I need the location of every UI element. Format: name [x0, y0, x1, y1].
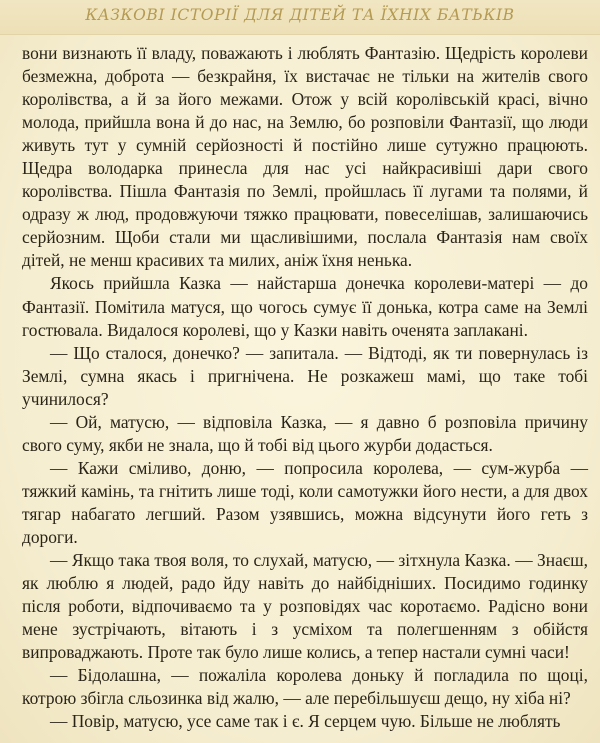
paragraph: — Якщо така твоя воля, то слухай, матусю, — зітхнула Казка. — Знаєш, як люблю я людей, радо йду навіть до найбідніших. Посидимо годинку після роботи, відпочиваємо та у розповідях час коротаємо. Радісно вони мене зустрічають, вітають і з усміхом та полегшенням з обійстя випроваджають. Проте так було лише колись, а тепер настали сумні часи!	[22, 550, 588, 663]
paragraph: вони визнають її владу, поважають і люблять Фантазію. Щедрість королеви безмежна, доброта — безкрайня, їх вистачає не тільки на жителів свого королівства, а й за його межами. Отож у всій королівській красі, вічно молода, прийшла вона й до нас, на Землю, бо розповіли Фантазії, що люди живуть тут у сумній серйозності й постійно лише сутужно працюють. Щедра володарка принесла для нас усі найкрасивіші дари свого королівства. Пішла Фантазія по Землі, пройшлась її лугами та полями, й одразу ж люд, продовжуючи тяжко працювати, повеселішав, залишаючись серйозним. Щоби стали ми щасливішими, послала Фантазія нам своїх дітей, не менш красивих та милих, аніж їхня ненька.	[22, 43, 588, 271]
running-title: КАЗКОВІ ІСТОРІЇ ДЛЯ ДІТЕЙ ТА ЇХНІХ БАТЬКІВ	[85, 6, 515, 24]
paragraph: — Що сталося, донечко? — запитала. — Відтоді, як ти повернулась із Землі, сумна якась і пригнічена. Не розкажеш мамі, що таке тобі учинилося?	[22, 342, 588, 409]
paragraph: — Кажи сміливо, доню, — попросила королева, — сум-журба — тяжкий камінь, та гнітить лише тоді, коли самотужки його нести, а для двох тягар набагато легший. Разом узявшись, можна відсунути його геть з дороги.	[22, 457, 588, 547]
paragraph: — Бідолашна, — пожаліла королева доньку й погладила по щоці, котрою збігла сльозинка від жалю, — але перебільшуєш дещо, ну хіба ні?	[22, 665, 588, 709]
paragraph: Якось прийшла Казка — найстарша донечка королеви-матері — до Фантазії. Помітила матуся, що чогось сумує її донька, котра саме на Землі гостювала. Видалося королеві, що у Казки навіть оченята заплакані.	[22, 273, 588, 340]
story-text	[22, 42, 588, 733]
paragraph: — Повір, матусю, усе саме так і є. Я серцем чую. Більше не люблять	[50, 711, 561, 732]
running-header	[0, 0, 600, 35]
paragraph: — Ой, матусю, — відповіла Казка, — я давно б розповіла причину свого суму, якби не знала, що й тобі від цього журби додасться.	[22, 411, 588, 455]
